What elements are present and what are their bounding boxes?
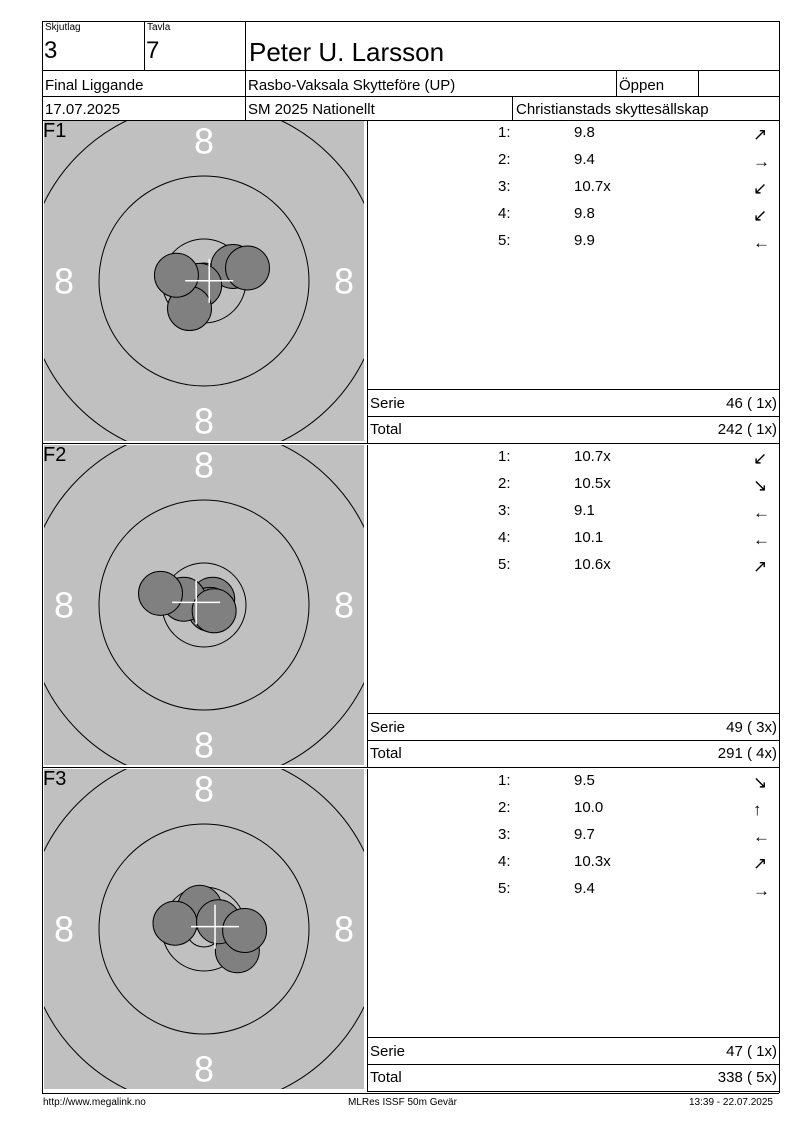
shot-value: 9.4 — [574, 151, 595, 168]
shot-direction-arrow-icon: ↑ — [753, 800, 762, 819]
shot-number: 2: — [498, 475, 511, 492]
shot-hole-2 — [226, 246, 270, 290]
shot-number: 4: — [498, 205, 511, 222]
shot-direction-arrow-icon: ← — [753, 530, 770, 549]
serie-score: 46 ( 1x) — [726, 395, 777, 412]
shot-number: 1: — [498, 448, 511, 465]
ring-label: 8 — [53, 908, 75, 950]
round-label: F3 — [43, 768, 67, 790]
footer-url[interactable]: http://www.megalink.no — [43, 1097, 146, 1108]
serie-score: 47 ( 1x) — [726, 1043, 777, 1060]
target-image — [44, 769, 364, 1089]
serie-label: Serie — [370, 1043, 406, 1060]
shot-number: 3: — [498, 826, 511, 843]
serie-score: 49 ( 3x) — [726, 719, 777, 736]
shot-direction-arrow-icon: ↙ — [753, 449, 768, 468]
shot-direction-arrow-icon: ↘ — [753, 773, 768, 792]
shot-number: 3: — [498, 502, 511, 519]
shot-direction-arrow-icon: ↗ — [753, 854, 768, 873]
skjutlag-value: 3 — [44, 37, 58, 64]
ring-label: 8 — [193, 769, 215, 810]
shot-value: 10.3x — [574, 853, 611, 870]
shot-number: 1: — [498, 124, 511, 141]
ring-label: 8 — [193, 724, 215, 765]
shot-value: 10.7x — [574, 448, 611, 465]
shot-direction-arrow-icon: ← — [753, 503, 770, 522]
footer-software: MLRes ISSF 50m Gevär — [348, 1097, 457, 1108]
shot-hole-5 — [192, 589, 236, 633]
shot-value: 9.9 — [574, 232, 595, 249]
shot-direction-arrow-icon: ↗ — [753, 557, 768, 576]
shot-direction-arrow-icon: ↗ — [753, 125, 768, 144]
target-image — [44, 445, 364, 765]
ring-label: 8 — [193, 1048, 215, 1089]
shot-value: 9.8 — [574, 205, 595, 222]
shot-value: 9.8 — [574, 124, 595, 141]
shot-value: 9.4 — [574, 880, 595, 897]
target-image — [44, 121, 364, 441]
class-name: Öppen — [619, 77, 665, 94]
organizer-name: Christianstads skyttesällskap — [516, 101, 709, 118]
ring-label: 8 — [333, 584, 355, 626]
event-name: Final Liggande — [45, 77, 144, 94]
shot-value: 9.5 — [574, 772, 595, 789]
club-name: Rasbo-Vaksala Skytteföre (UP) — [248, 77, 456, 94]
shot-number: 4: — [498, 853, 511, 870]
shot-direction-arrow-icon: ← — [753, 827, 770, 846]
total-label: Total — [370, 745, 402, 762]
tavla-value: 7 — [146, 37, 160, 64]
shot-number: 1: — [498, 772, 511, 789]
shot-value: 9.1 — [574, 502, 595, 519]
total-score: 291 ( 4x) — [717, 745, 777, 762]
shot-hole-5 — [154, 253, 198, 297]
shot-direction-arrow-icon: → — [753, 881, 770, 900]
shot-number: 5: — [498, 880, 511, 897]
shot-number: 4: — [498, 529, 511, 546]
round-label: F1 — [43, 120, 67, 142]
shot-number: 2: — [498, 151, 511, 168]
ring-label: 8 — [333, 260, 355, 302]
shot-hole-4 — [139, 571, 183, 615]
round-label: F2 — [43, 444, 67, 466]
ring-label: 8 — [333, 908, 355, 950]
shot-direction-arrow-icon: ↙ — [753, 179, 768, 198]
shot-direction-arrow-icon: → — [753, 152, 770, 171]
shot-value: 9.7 — [574, 826, 595, 843]
shot-number: 3: — [498, 178, 511, 195]
shot-number: 5: — [498, 232, 511, 249]
shot-value: 10.6x — [574, 556, 611, 573]
shot-value: 10.1 — [574, 529, 604, 546]
total-score: 242 ( 1x) — [717, 421, 777, 438]
ring-label: 8 — [193, 121, 215, 162]
total-label: Total — [370, 421, 402, 438]
shot-direction-arrow-icon: ↘ — [753, 476, 768, 495]
serie-label: Serie — [370, 719, 406, 736]
competition-name: SM 2025 Nationellt — [248, 101, 375, 118]
shot-number: 5: — [498, 556, 511, 573]
total-score: 338 ( 5x) — [717, 1069, 777, 1086]
shooter-name: Peter U. Larsson — [249, 37, 445, 67]
shot-value: 10.7x — [574, 178, 611, 195]
tavla-label: Tavla — [147, 22, 171, 33]
shot-direction-arrow-icon: ↙ — [753, 206, 768, 225]
shot-hole-3 — [153, 901, 197, 945]
footer-timestamp: 13:39 - 22.07.2025 — [689, 1097, 773, 1108]
serie-label: Serie — [370, 395, 406, 412]
shot-direction-arrow-icon: ← — [753, 233, 770, 252]
shot-value: 10.0 — [574, 799, 604, 816]
skjutlag-label: Skjutlag — [45, 22, 81, 33]
ring-label: 8 — [53, 260, 75, 302]
shot-number: 2: — [498, 799, 511, 816]
total-label: Total — [370, 1069, 402, 1086]
shot-hole-5 — [223, 908, 267, 952]
ring-label: 8 — [193, 400, 215, 441]
ring-label: 8 — [193, 445, 215, 486]
date: 17.07.2025 — [45, 101, 121, 118]
shot-value: 10.5x — [574, 475, 611, 492]
ring-label: 8 — [53, 584, 75, 626]
